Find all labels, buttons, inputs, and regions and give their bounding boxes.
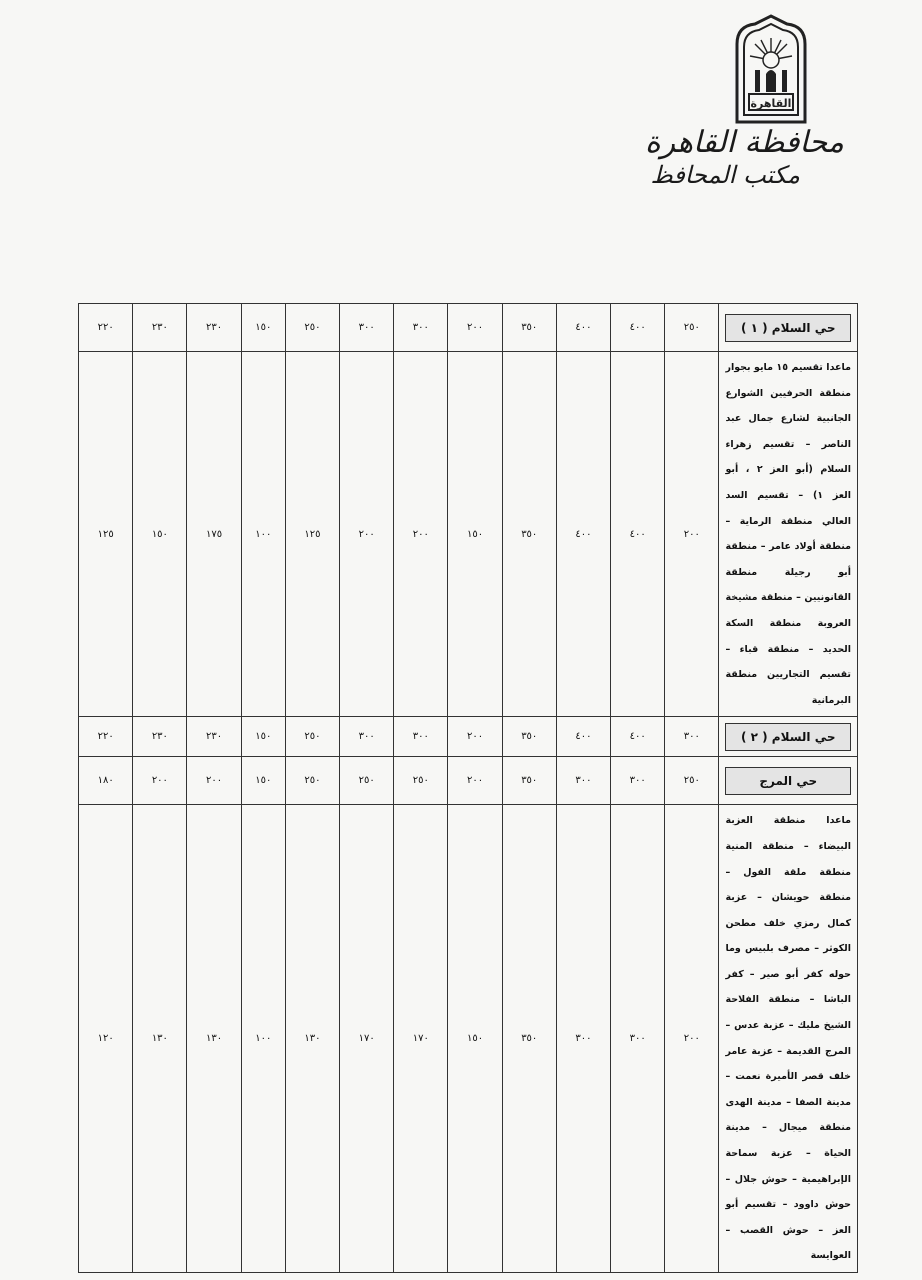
value-cell: ٤٠٠ [556, 352, 610, 717]
table-body [79, 304, 858, 1273]
value-cell: ٣٥٠ [502, 717, 556, 757]
value-cell: ٢٥٠ [665, 757, 719, 805]
value-cell: ٤٠٠ [556, 717, 610, 757]
cairo-governorate-logo [731, 14, 811, 126]
district-name: حي السلام ( ٢ ) [725, 723, 851, 751]
value-cell: ٢٢٠ [79, 717, 133, 757]
value-cell: ٣٠٠ [394, 304, 448, 352]
value-cell: ٣٥٠ [502, 352, 556, 717]
value-cell: ١٥٠ [448, 805, 502, 1273]
value-cell: ١٥٠ [448, 352, 502, 717]
value-cell: ١٥٠ [133, 352, 187, 717]
value-cell: ١٣٠ [187, 805, 241, 1273]
exception-areas-text: ماعدا تقسيم ١٥ مايو بجوار منطقة الحرفيين الشوارع الجانبية لشارع جمال عبد الناصر – تقسيم زهراء السلام (أبو العز ٢ ، أبو العز ١) – تقسيم السد العالي منطقة الرماية – منطقة أولاد عامر – منطقة أبو رجيلة منطقة القانونيين – منطقة مشيخة العروبة منطقة السكة الحديد – منطقة قباء – تقسيم التجاريين منطقة البرمانية [725, 362, 851, 706]
district-cell [719, 757, 858, 805]
exception-areas-text: ماعدا منطقة العزبة البيضاء – منطقة المنية منطقة ملقة الفول – منطقة حويشان – عزبة كمال رمزي خلف مطحن الكوثر – مصرف بلبيس وما حوله كفر أبو صير – كفر الباشا – منطقة الفلاحة الشيخ مليك – عزبة عدس – المرج القديمة – عزبة عامر خلف قصر الأميرة نعمت – مدينة الصفا – مدينة الهدى منطقة ميجال – مدينة الحياة – عزبة سماحة الإبراهيمية – حوش جلال – حوش داوود – تقسيم أبو العز – حوش القصب – العوايسة [725, 815, 851, 1262]
value-cell: ٣٠٠ [665, 717, 719, 757]
district-row [79, 304, 858, 352]
value-cell: ٢٠٠ [448, 757, 502, 805]
value-cell: ١٧٥ [187, 352, 241, 717]
value-cell: ٢٣٠ [133, 717, 187, 757]
value-cell: ١٧٠ [394, 805, 448, 1273]
district-cell [719, 717, 858, 757]
value-cell: ٢٥٠ [285, 717, 339, 757]
value-cell: ٢٥٠ [340, 757, 394, 805]
value-cell: ٤٠٠ [611, 304, 665, 352]
value-cell: ٢٠٠ [665, 805, 719, 1273]
value-cell: ٤٠٠ [611, 352, 665, 717]
value-cell: ٤٠٠ [611, 717, 665, 757]
value-cell: ٢٥٠ [665, 304, 719, 352]
value-cell: ١٨٠ [79, 757, 133, 805]
value-cell: ٢٠٠ [448, 717, 502, 757]
value-cell: ٣٠٠ [611, 805, 665, 1273]
value-cell: ٢٠٠ [394, 352, 448, 717]
value-cell: ٣٥٠ [502, 304, 556, 352]
exception-row [79, 352, 858, 717]
value-cell: ١٥٠ [241, 757, 285, 805]
governorate-name: محافظة القاهرة [644, 125, 844, 160]
value-cell: ٣٥٠ [502, 805, 556, 1273]
price-table [78, 303, 858, 1273]
exception-areas-cell [719, 352, 858, 717]
value-cell: ٣٠٠ [394, 717, 448, 757]
value-cell: ٢٣٠ [187, 717, 241, 757]
value-cell: ٢٠٠ [340, 352, 394, 717]
value-cell: ٣٠٠ [556, 805, 610, 1273]
value-cell: ١٢٥ [285, 352, 339, 717]
value-cell: ٣٠٠ [556, 757, 610, 805]
value-cell: ١٥٠ [241, 304, 285, 352]
emblem-caption: القاهرة [750, 97, 792, 110]
value-cell: ١٠٠ [241, 352, 285, 717]
value-cell: ٢٠٠ [665, 352, 719, 717]
district-cell [719, 304, 858, 352]
value-cell: ١٢٥ [79, 352, 133, 717]
value-cell: ٢٠٠ [187, 757, 241, 805]
value-cell: ١٠٠ [241, 805, 285, 1273]
value-cell: ٢٣٠ [133, 304, 187, 352]
district-name: حي المرج [725, 767, 851, 795]
value-cell: ٤٠٠ [556, 304, 610, 352]
value-cell: ٢٢٠ [79, 304, 133, 352]
value-cell: ١٥٠ [241, 717, 285, 757]
value-cell: ٢٥٠ [285, 304, 339, 352]
value-cell: ٢٠٠ [448, 304, 502, 352]
district-row [79, 717, 858, 757]
value-cell: ١٣٠ [133, 805, 187, 1273]
value-cell: ٣٠٠ [611, 757, 665, 805]
exception-areas-cell [719, 805, 858, 1273]
exception-row [79, 805, 858, 1273]
value-cell: ٢٥٠ [285, 757, 339, 805]
value-cell: ١٢٠ [79, 805, 133, 1273]
district-name: حي السلام ( ١ ) [725, 314, 851, 342]
office-name: مكتب المحافظ [650, 161, 800, 189]
value-cell: ٢٣٠ [187, 304, 241, 352]
district-row [79, 757, 858, 805]
value-cell: ٣٥٠ [502, 757, 556, 805]
value-cell: ٢٥٠ [394, 757, 448, 805]
value-cell: ٣٠٠ [340, 717, 394, 757]
value-cell: ٣٠٠ [340, 304, 394, 352]
value-cell: ١٧٠ [340, 805, 394, 1273]
letterhead [600, 126, 844, 190]
value-cell: ١٣٠ [285, 805, 339, 1273]
value-cell: ٢٠٠ [133, 757, 187, 805]
